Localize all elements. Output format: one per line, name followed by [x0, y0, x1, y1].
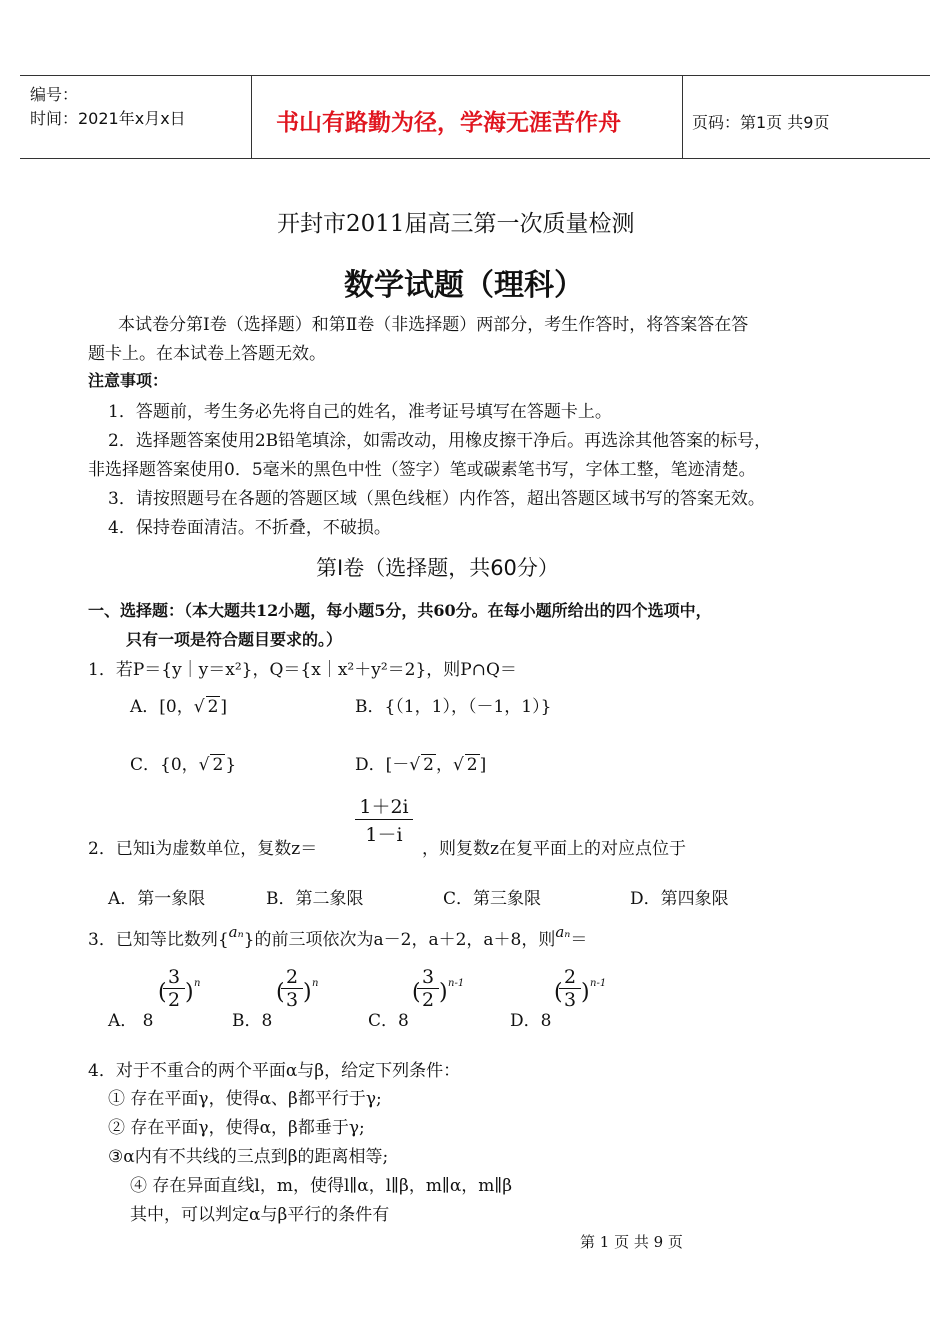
time-label: 时间：2021年x月x日	[30, 109, 186, 128]
header-divider	[682, 76, 683, 158]
exponent: n-1	[448, 978, 465, 989]
option-text: ，	[435, 755, 453, 775]
notice-item: 2．选择题答案使用2B铅笔填涂，如需改动，用橡皮擦干净后。再选涂其他答案的标号，	[108, 431, 772, 451]
question-2-option-d: D．第四象限	[630, 889, 729, 909]
sqrt-value: 2	[207, 697, 219, 717]
intro-line: 题卡上。在本试卷上答题无效。	[88, 344, 326, 364]
question-4-tail: 其中，可以判定α与β平行的条件有	[130, 1205, 390, 1225]
fraction-denominator: 2	[163, 988, 185, 1011]
exam-subject: 数学试题（理科）	[344, 268, 584, 303]
fraction-denominator: 1－i	[355, 819, 413, 847]
paren-left: (	[158, 980, 167, 1005]
number-label: 编号：	[30, 85, 79, 104]
sqrt-sign: √	[409, 755, 421, 775]
question-4-condition: ④ 存在异面直线l，m，使得l∥α，l∥β，m∥α，m∥β	[130, 1176, 513, 1196]
section-heading: 只有一项是符合题目要求的。）	[126, 630, 343, 649]
stem-text: 3．已知等比数列{	[88, 930, 229, 950]
question-4-stem: 4．对于不重合的两个平面α与β，给定下列条件：	[88, 1061, 461, 1081]
question-4-condition: ① 存在平面γ，使得α、β都平行于γ;	[108, 1089, 382, 1109]
sqrt-sign: √	[452, 755, 464, 775]
intro-line: 本试卷分第Ⅰ卷（选择题）和第Ⅱ卷（非选择题）两部分，考生作答时，将答案答在答	[118, 315, 749, 335]
option-text: A．[0，	[130, 697, 194, 717]
notice-item: 1．答题前，考生务必先将自己的姓名，准考证号填写在答题卡上。	[108, 402, 612, 422]
motto: 书山有路勤为径，学海无涯苦作舟	[276, 109, 621, 136]
question-1-option-b: B．{（1，1），（－1，1）}	[355, 697, 552, 717]
sqrt-value: 2	[466, 755, 478, 775]
notice-item: 3．请按照题号在各题的答题区域（黑色线框）内作答，超出答题区域书写的答案无效。	[108, 489, 765, 509]
fraction-denominator: 3	[281, 988, 303, 1011]
question-2-option-a: A．第一象限	[108, 889, 206, 909]
section-heading: 一、选择题：（本大题共12小题，每小题5分，共60分。在每小题所给出的四个选项中，	[88, 601, 712, 620]
question-2-stem-pre: 2．已知i为虚数单位，复数z＝	[88, 839, 318, 859]
question-1-option-d	[355, 750, 486, 775]
fraction-denominator: 2	[417, 988, 439, 1011]
fraction-numerator: 3	[421, 966, 435, 988]
exam-title: 开封市2011届高三第一次质量检测	[277, 211, 635, 237]
question-1-stem: 1．若P＝{y｜y＝x²}，Q＝{x｜x²＋y²＝2}，则P∩Q＝	[88, 660, 517, 680]
notice-item: 4．保持卷面清洁。不折叠，不破损。	[108, 518, 391, 538]
question-1-option-c	[130, 750, 236, 775]
sqrt-sign: √	[198, 755, 210, 775]
sequence-symbol: aₙ	[555, 923, 571, 941]
fraction-numerator: 3	[167, 966, 181, 988]
question-3-option-a-label: A． 8	[108, 1011, 154, 1031]
paren-left: (	[554, 980, 563, 1005]
paren-right: )	[581, 980, 590, 1005]
question-2-option-c: C．第三象限	[443, 889, 542, 909]
paren-left: (	[412, 980, 421, 1005]
question-4-condition: ③α内有不共线的三点到β的距离相等;	[108, 1147, 389, 1167]
option-text: ]	[220, 697, 228, 717]
fraction-denominator: 3	[559, 988, 581, 1011]
question-3-stem	[88, 925, 587, 950]
option-text: C．{0，	[130, 755, 199, 775]
header-divider	[251, 76, 252, 158]
fraction-numerator: 2	[563, 966, 577, 988]
exponent: n-1	[590, 978, 607, 989]
fraction-numerator: 2	[285, 966, 299, 988]
paren-left: (	[276, 980, 285, 1005]
paren-right: )	[185, 980, 194, 1005]
question-2-stem-post: ，则复数z在复平面上的对应点位于	[422, 839, 686, 859]
sqrt-sign: √	[193, 697, 205, 717]
question-3-option-d-label: D．8	[510, 1011, 552, 1031]
question-3-option-c-label: C．8	[368, 1011, 409, 1031]
exponent: n	[312, 978, 319, 989]
option-text: }	[225, 755, 237, 775]
sqrt-value: 2	[423, 755, 434, 775]
notice-item: 非选择题答案使用0．5毫米的黑色中性（签字）笔或碳素笔书写，字体工整，笔迹清楚。	[88, 460, 756, 480]
part-title: 第Ⅰ卷（选择题，共60分）	[316, 556, 559, 580]
exponent: n	[194, 978, 201, 989]
sequence-symbol: aₙ	[228, 923, 244, 941]
page-label: 页码：第1页 共9页	[692, 113, 830, 132]
question-4-condition: ② 存在平面γ，使得α，β都垂于γ;	[108, 1118, 365, 1138]
notice-title: 注意事项：	[88, 371, 169, 390]
stem-text: ＝	[570, 930, 588, 950]
sqrt-value: 2	[212, 755, 224, 775]
option-text: D．[－	[355, 755, 410, 775]
paren-right: )	[303, 980, 312, 1005]
option-text: ]	[479, 755, 487, 775]
stem-text: }的前三项依次为a－2，a＋2，a＋8，则	[243, 930, 556, 950]
fraction-numerator: 1＋2i	[359, 796, 409, 818]
question-1-option-a	[130, 692, 227, 717]
question-2-option-b: B．第二象限	[266, 889, 364, 909]
question-3-option-b-label: B．8	[232, 1011, 273, 1031]
paren-right: )	[439, 980, 448, 1005]
footer-page: 第 1 页 共 9 页	[580, 1233, 683, 1251]
question-2-fraction	[355, 792, 413, 847]
